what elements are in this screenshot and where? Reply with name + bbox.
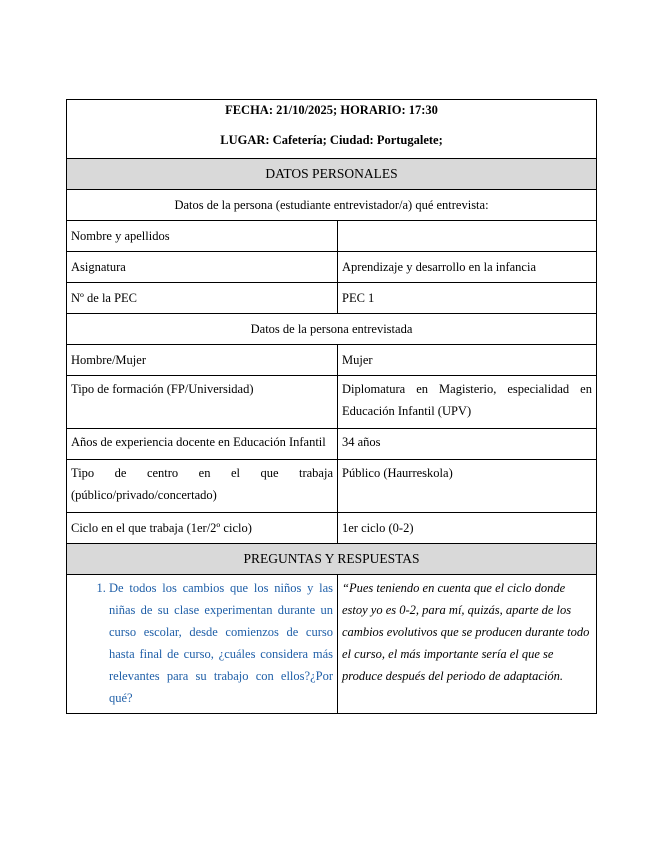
question-item: 1. De todos los cambios que los niños y las niñas de su clase experimentan durante un curso escolar, desde comienzos de curso hasta final de curso, ¿cuáles considera más relevantes para su trabajo con ellos?¿Por qué?	[109, 577, 333, 709]
row-value: 1er ciclo (0-2)	[338, 513, 597, 544]
subtitle-estudiante: Datos de la persona (estudiante entrevistador/a) qué entrevista:	[67, 190, 597, 221]
row-label: Nombre y apellidos	[67, 221, 338, 252]
section-datos-personales	[67, 159, 597, 190]
row-value: Público (Haurreskola)	[338, 460, 597, 513]
table-row	[67, 513, 597, 544]
subtitle-row-estudiante	[67, 190, 597, 221]
row-label: Asignatura	[67, 252, 338, 283]
section-title-preguntas: PREGUNTAS Y RESPUESTAS	[67, 544, 597, 575]
table-row	[67, 429, 597, 460]
qa-row	[67, 575, 597, 714]
header-row	[67, 100, 597, 159]
row-value: Diplomatura en Magisterio, especialidad en Educación Infantil (UPV)	[338, 376, 597, 429]
row-value: Mujer	[338, 345, 597, 376]
row-value	[338, 221, 597, 252]
row-label: Hombre/Mujer	[67, 345, 338, 376]
answer-cell: “Pues teniendo en cuenta que el ciclo donde estoy yo es 0-2, para mí, quizás, aparte de los cambios evolutivos que se producen durante todo el curso, el más importante sería el que se produce después del periodo de adaptación.	[338, 575, 597, 714]
place-line: LUGAR: Cafetería; Ciudad: Portugalete;	[220, 133, 443, 147]
date-time-line: FECHA: 21/10/2025; HORARIO: 17:30	[225, 103, 438, 117]
table-row	[67, 252, 597, 283]
question-cell	[67, 575, 338, 714]
subtitle-entrevistada: Datos de la persona entrevistada	[67, 314, 597, 345]
interview-table	[66, 99, 597, 714]
table-row	[67, 460, 597, 513]
question-list	[71, 577, 333, 709]
table-row	[67, 283, 597, 314]
row-value: 34 años	[338, 429, 597, 460]
section-title-datos: DATOS PERSONALES	[67, 159, 597, 190]
row-label: Años de experiencia docente en Educación Infantil	[67, 429, 338, 460]
row-label: Nº de la PEC	[67, 283, 338, 314]
header-cell	[67, 100, 597, 159]
section-preguntas	[67, 544, 597, 575]
subtitle-row-entrevistada	[67, 314, 597, 345]
table-row	[67, 345, 597, 376]
table-row	[67, 376, 597, 429]
row-value: PEC 1	[338, 283, 597, 314]
table-row	[67, 221, 597, 252]
row-value: Aprendizaje y desarrollo en la infancia	[338, 252, 597, 283]
row-label: Tipo de formación (FP/Universidad)	[67, 376, 338, 429]
row-label: Tipo de centro en el que trabaja (público/privado/concertado)	[67, 460, 338, 513]
row-label: Ciclo en el que trabaja (1er/2º ciclo)	[67, 513, 338, 544]
